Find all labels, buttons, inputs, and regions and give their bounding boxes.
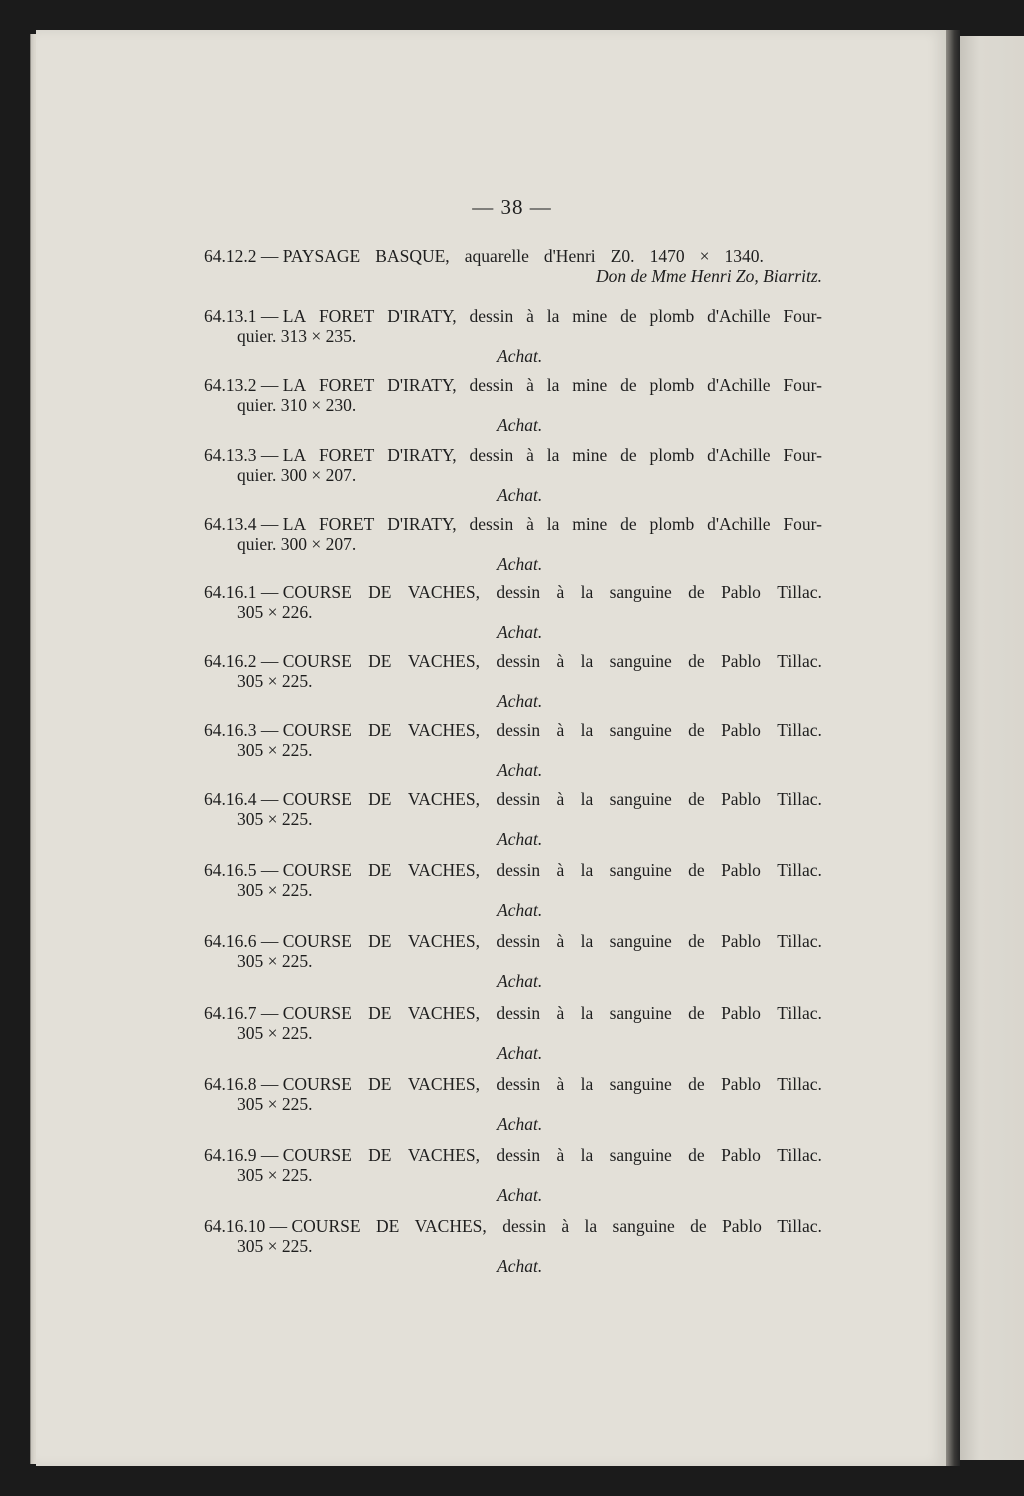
entry-word: la: [580, 1003, 594, 1023]
entry-description-line: [204, 375, 822, 395]
entry-word: de: [620, 375, 637, 395]
entry-word: Four-: [783, 514, 822, 534]
entry-word: dessin: [496, 789, 541, 809]
entry-word: 64.16.6 — COURSE: [204, 931, 352, 951]
entry-word: Pablo: [722, 1216, 762, 1236]
entry-word: VACHES,: [407, 1003, 480, 1023]
entry-word: DE: [368, 789, 392, 809]
catalogue-entry: [204, 651, 822, 711]
entry-word: sanguine: [609, 860, 672, 880]
entry-word: Z0.: [610, 246, 635, 266]
entry-word: dessin: [469, 375, 514, 395]
entry-word: la: [580, 1145, 594, 1165]
entry-word: de: [688, 1003, 705, 1023]
entry-word: 64.13.4 — LA: [204, 514, 307, 534]
entry-word: sanguine: [609, 931, 672, 951]
entry-word: à: [556, 1003, 565, 1023]
entry-dimensions-line: 305 × 225.: [237, 740, 313, 760]
entry-word: à: [556, 651, 565, 671]
entry-word: à: [556, 860, 565, 880]
entry-word: sanguine: [609, 1074, 672, 1094]
entry-dimensions-line: 305 × 225.: [237, 1094, 313, 1114]
entry-dimensions-line: quier. 300 × 207.: [237, 534, 357, 554]
catalogue-entry: [204, 1216, 822, 1276]
entry-word: mine: [572, 514, 608, 534]
catalogue-entry: [204, 445, 822, 505]
entry-word: dessin: [496, 720, 541, 740]
entry-description-line: [204, 931, 822, 951]
catalogue-entry: [204, 720, 822, 780]
entry-word: DE: [368, 1003, 392, 1023]
entry-word: VACHES,: [407, 651, 480, 671]
entry-word: D'IRATY,: [387, 514, 457, 534]
entry-word: dessin: [502, 1216, 546, 1236]
entry-word: 64.16.4 — COURSE: [204, 789, 352, 809]
entry-word: Pablo: [721, 582, 761, 602]
entry-word: D'IRATY,: [387, 445, 457, 465]
entry-word: VACHES,: [407, 931, 480, 951]
entry-description-line: [204, 445, 822, 465]
entry-word: Pablo: [721, 651, 761, 671]
entry-word: plomb: [649, 306, 695, 326]
entry-word: d'Achille: [707, 375, 771, 395]
entry-word: sanguine: [609, 582, 672, 602]
entry-word: à: [556, 582, 565, 602]
entry-word: DE: [368, 860, 392, 880]
entry-provenance: Achat.: [497, 691, 543, 711]
entry-dimensions-line: 305 × 225.: [237, 809, 313, 829]
entry-word: sanguine: [612, 1216, 675, 1236]
entry-description-line: [204, 1003, 822, 1023]
entry-provenance: Achat.: [497, 622, 543, 642]
entry-word: Tillac.: [777, 582, 822, 602]
entry-word: de: [688, 1145, 705, 1165]
entry-word: Pablo: [721, 1145, 761, 1165]
entry-provenance: Achat.: [497, 1114, 543, 1134]
entry-word: sanguine: [609, 1145, 672, 1165]
entry-provenance: Achat.: [497, 485, 543, 505]
entry-word: mine: [572, 445, 608, 465]
entry-dimensions-line: 305 × 225.: [237, 1023, 313, 1043]
entry-word: Tillac.: [777, 860, 822, 880]
entry-word: d'Henri: [543, 246, 596, 266]
entry-description-line: [204, 582, 822, 602]
entry-word: dessin: [496, 1145, 541, 1165]
entry-word: 64.16.1 — COURSE: [204, 582, 352, 602]
entry-word: FORET: [318, 445, 375, 465]
entry-word: 64.16.7 — COURSE: [204, 1003, 352, 1023]
entry-word: dessin: [496, 582, 541, 602]
entry-word: à: [561, 1216, 570, 1236]
entry-description-line: [204, 789, 822, 809]
entry-word: 64.16.10 — COURSE: [204, 1216, 361, 1236]
entry-word: Tillac.: [777, 1074, 822, 1094]
entry-word: DE: [368, 1145, 392, 1165]
entry-word: la: [546, 375, 560, 395]
entry-word: de: [688, 860, 705, 880]
entry-word: de: [688, 789, 705, 809]
entry-provenance: Achat.: [497, 829, 543, 849]
entry-word: de: [690, 1216, 707, 1236]
entry-word: de: [688, 651, 705, 671]
entry-word: VACHES,: [407, 720, 480, 740]
entry-word: plomb: [649, 445, 695, 465]
entry-word: à: [556, 1145, 565, 1165]
entry-word: DE: [368, 931, 392, 951]
entry-word: sanguine: [609, 1003, 672, 1023]
entry-word: la: [580, 582, 594, 602]
entry-word: de: [688, 582, 705, 602]
entry-word: sanguine: [609, 651, 672, 671]
entry-dimensions-line: 305 × 225.: [237, 1236, 313, 1256]
catalogue-entry: [204, 246, 822, 286]
entry-word: sanguine: [609, 789, 672, 809]
entry-word: de: [688, 931, 705, 951]
entry-word: de: [688, 1074, 705, 1094]
entry-word: d'Achille: [707, 514, 771, 534]
entry-dimensions-line: 305 × 225.: [237, 880, 313, 900]
entry-word: à: [556, 931, 565, 951]
entry-word: Pablo: [721, 720, 761, 740]
entry-word: VACHES,: [407, 860, 480, 880]
entry-word: Tillac.: [777, 1145, 822, 1165]
entry-word: 64.16.9 — COURSE: [204, 1145, 352, 1165]
entry-word: VACHES,: [407, 1145, 480, 1165]
catalogue-entry: [204, 1145, 822, 1205]
entry-word: la: [584, 1216, 598, 1236]
entry-word: 64.13.3 — LA: [204, 445, 307, 465]
entry-word: Tillac.: [777, 1216, 822, 1236]
entry-word: mine: [572, 306, 608, 326]
entry-word: plomb: [649, 375, 695, 395]
entry-word: Pablo: [721, 931, 761, 951]
entry-word: dessin: [496, 860, 541, 880]
entry-dimensions-line: quier. 313 × 235.: [237, 326, 357, 346]
catalogue-entry: [204, 514, 822, 574]
entry-word: 64.16.8 — COURSE: [204, 1074, 352, 1094]
entry-word: Four-: [783, 445, 822, 465]
entry-description-line: [204, 1145, 822, 1165]
catalogue-entry: [204, 1074, 822, 1134]
entry-word: d'Achille: [707, 306, 771, 326]
catalogue-entry: [204, 582, 822, 642]
entry-dimensions-line: quier. 310 × 230.: [237, 395, 357, 415]
entry-word: d'Achille: [707, 445, 771, 465]
entry-word: FORET: [318, 306, 375, 326]
entry-word: VACHES,: [414, 1216, 487, 1236]
entry-word: 64.16.3 — COURSE: [204, 720, 352, 740]
entry-word: Four-: [783, 375, 822, 395]
entry-word: 64.13.1 — LA: [204, 306, 307, 326]
entry-word: Tillac.: [777, 1003, 822, 1023]
entry-word: de: [620, 514, 637, 534]
entry-word: Pablo: [721, 860, 761, 880]
catalogue-entry: [204, 1003, 822, 1063]
entry-word: la: [580, 860, 594, 880]
entry-description-line: [204, 1216, 822, 1236]
catalogue-entry: [204, 375, 822, 435]
entry-word: à: [556, 720, 565, 740]
entry-word: FORET: [318, 514, 375, 534]
catalogue-entry: [204, 931, 822, 991]
entry-word: dessin: [496, 1074, 541, 1094]
entry-description-line: [204, 860, 822, 880]
entry-word: la: [546, 306, 560, 326]
entry-provenance: Achat.: [497, 554, 543, 574]
entry-word: DE: [368, 1074, 392, 1094]
entry-word: de: [688, 720, 705, 740]
entry-word: aquarelle: [464, 246, 529, 266]
entry-word: VACHES,: [407, 789, 480, 809]
catalogue-entry: [204, 860, 822, 920]
book-spine: [946, 30, 960, 1466]
entry-dimensions-line: 305 × 225.: [237, 951, 313, 971]
entry-word: à: [556, 789, 565, 809]
entry-word: Tillac.: [777, 720, 822, 740]
entry-word: la: [580, 651, 594, 671]
entry-word: la: [580, 1074, 594, 1094]
entry-provenance: Don de Mme Henri Zo, Biarritz.: [595, 266, 822, 286]
entry-word: la: [580, 789, 594, 809]
entry-description-line: [204, 306, 822, 326]
entry-word: 1340.: [724, 246, 764, 266]
entry-word: ×: [699, 246, 710, 266]
entry-dimensions-line: 305 × 226.: [237, 602, 313, 622]
entry-word: FORET: [318, 375, 375, 395]
entry-word: à: [556, 1074, 565, 1094]
entry-word: dessin: [469, 445, 514, 465]
entry-description-line: [204, 720, 822, 740]
entry-word: Pablo: [721, 1003, 761, 1023]
entry-provenance: Achat.: [497, 415, 543, 435]
entry-word: DE: [368, 582, 392, 602]
entry-dimensions-line: quier. 300 × 207.: [237, 465, 357, 485]
entry-dimensions-line: 305 × 225.: [237, 1165, 313, 1185]
entry-provenance: Achat.: [497, 760, 543, 780]
entry-word: la: [580, 931, 594, 951]
entry-word: à: [526, 306, 534, 326]
entry-word: VACHES,: [407, 582, 480, 602]
entry-word: 1470: [649, 246, 685, 266]
entry-word: la: [546, 445, 560, 465]
entry-provenance: Achat.: [497, 346, 543, 366]
catalogue-entry: [204, 789, 822, 849]
entry-word: 64.16.2 — COURSE: [204, 651, 352, 671]
entry-word: dessin: [496, 931, 541, 951]
entry-word: DE: [368, 720, 392, 740]
entry-word: DE: [375, 1216, 400, 1236]
entry-word: Four-: [783, 306, 822, 326]
entry-word: 64.16.5 — COURSE: [204, 860, 352, 880]
entry-word: VACHES,: [407, 1074, 480, 1094]
entry-word: D'IRATY,: [387, 306, 457, 326]
entry-description-line: [204, 1074, 822, 1094]
facing-page-edge: [960, 36, 1024, 1460]
entry-word: 64.13.2 — LA: [204, 375, 307, 395]
entry-provenance: Achat.: [497, 1185, 543, 1205]
catalogue-entry: [204, 306, 822, 366]
entry-word: dessin: [496, 651, 541, 671]
entry-word: Tillac.: [777, 789, 822, 809]
entry-word: Pablo: [721, 1074, 761, 1094]
entry-word: de: [620, 306, 637, 326]
entry-word: dessin: [496, 1003, 541, 1023]
entry-word: DE: [368, 651, 392, 671]
entry-word: de: [620, 445, 637, 465]
entry-provenance: Achat.: [497, 971, 543, 991]
entry-word: Tillac.: [777, 931, 822, 951]
page-number: — 38 —: [472, 195, 552, 219]
entry-dimensions-line: 305 × 225.: [237, 671, 313, 691]
entry-description-line: [204, 246, 764, 266]
entry-word: Tillac.: [777, 651, 822, 671]
entry-word: dessin: [469, 306, 514, 326]
entry-word: à: [526, 375, 534, 395]
entry-word: dessin: [469, 514, 514, 534]
entry-word: plomb: [649, 514, 695, 534]
entry-word: Pablo: [721, 789, 761, 809]
entry-word: sanguine: [609, 720, 672, 740]
entry-provenance: Achat.: [497, 1043, 543, 1063]
entry-description-line: [204, 651, 822, 671]
entry-provenance: Achat.: [497, 900, 543, 920]
entry-word: D'IRATY,: [387, 375, 457, 395]
entry-word: à: [526, 445, 534, 465]
entry-word: mine: [572, 375, 608, 395]
entry-word: 64.12.2 — PAYSAGE: [204, 246, 361, 266]
entry-word: à: [526, 514, 534, 534]
entry-description-line: [204, 514, 822, 534]
entry-word: la: [580, 720, 594, 740]
entry-word: BASQUE,: [375, 246, 450, 266]
entry-word: la: [546, 514, 560, 534]
entry-provenance: Achat.: [497, 1256, 543, 1276]
